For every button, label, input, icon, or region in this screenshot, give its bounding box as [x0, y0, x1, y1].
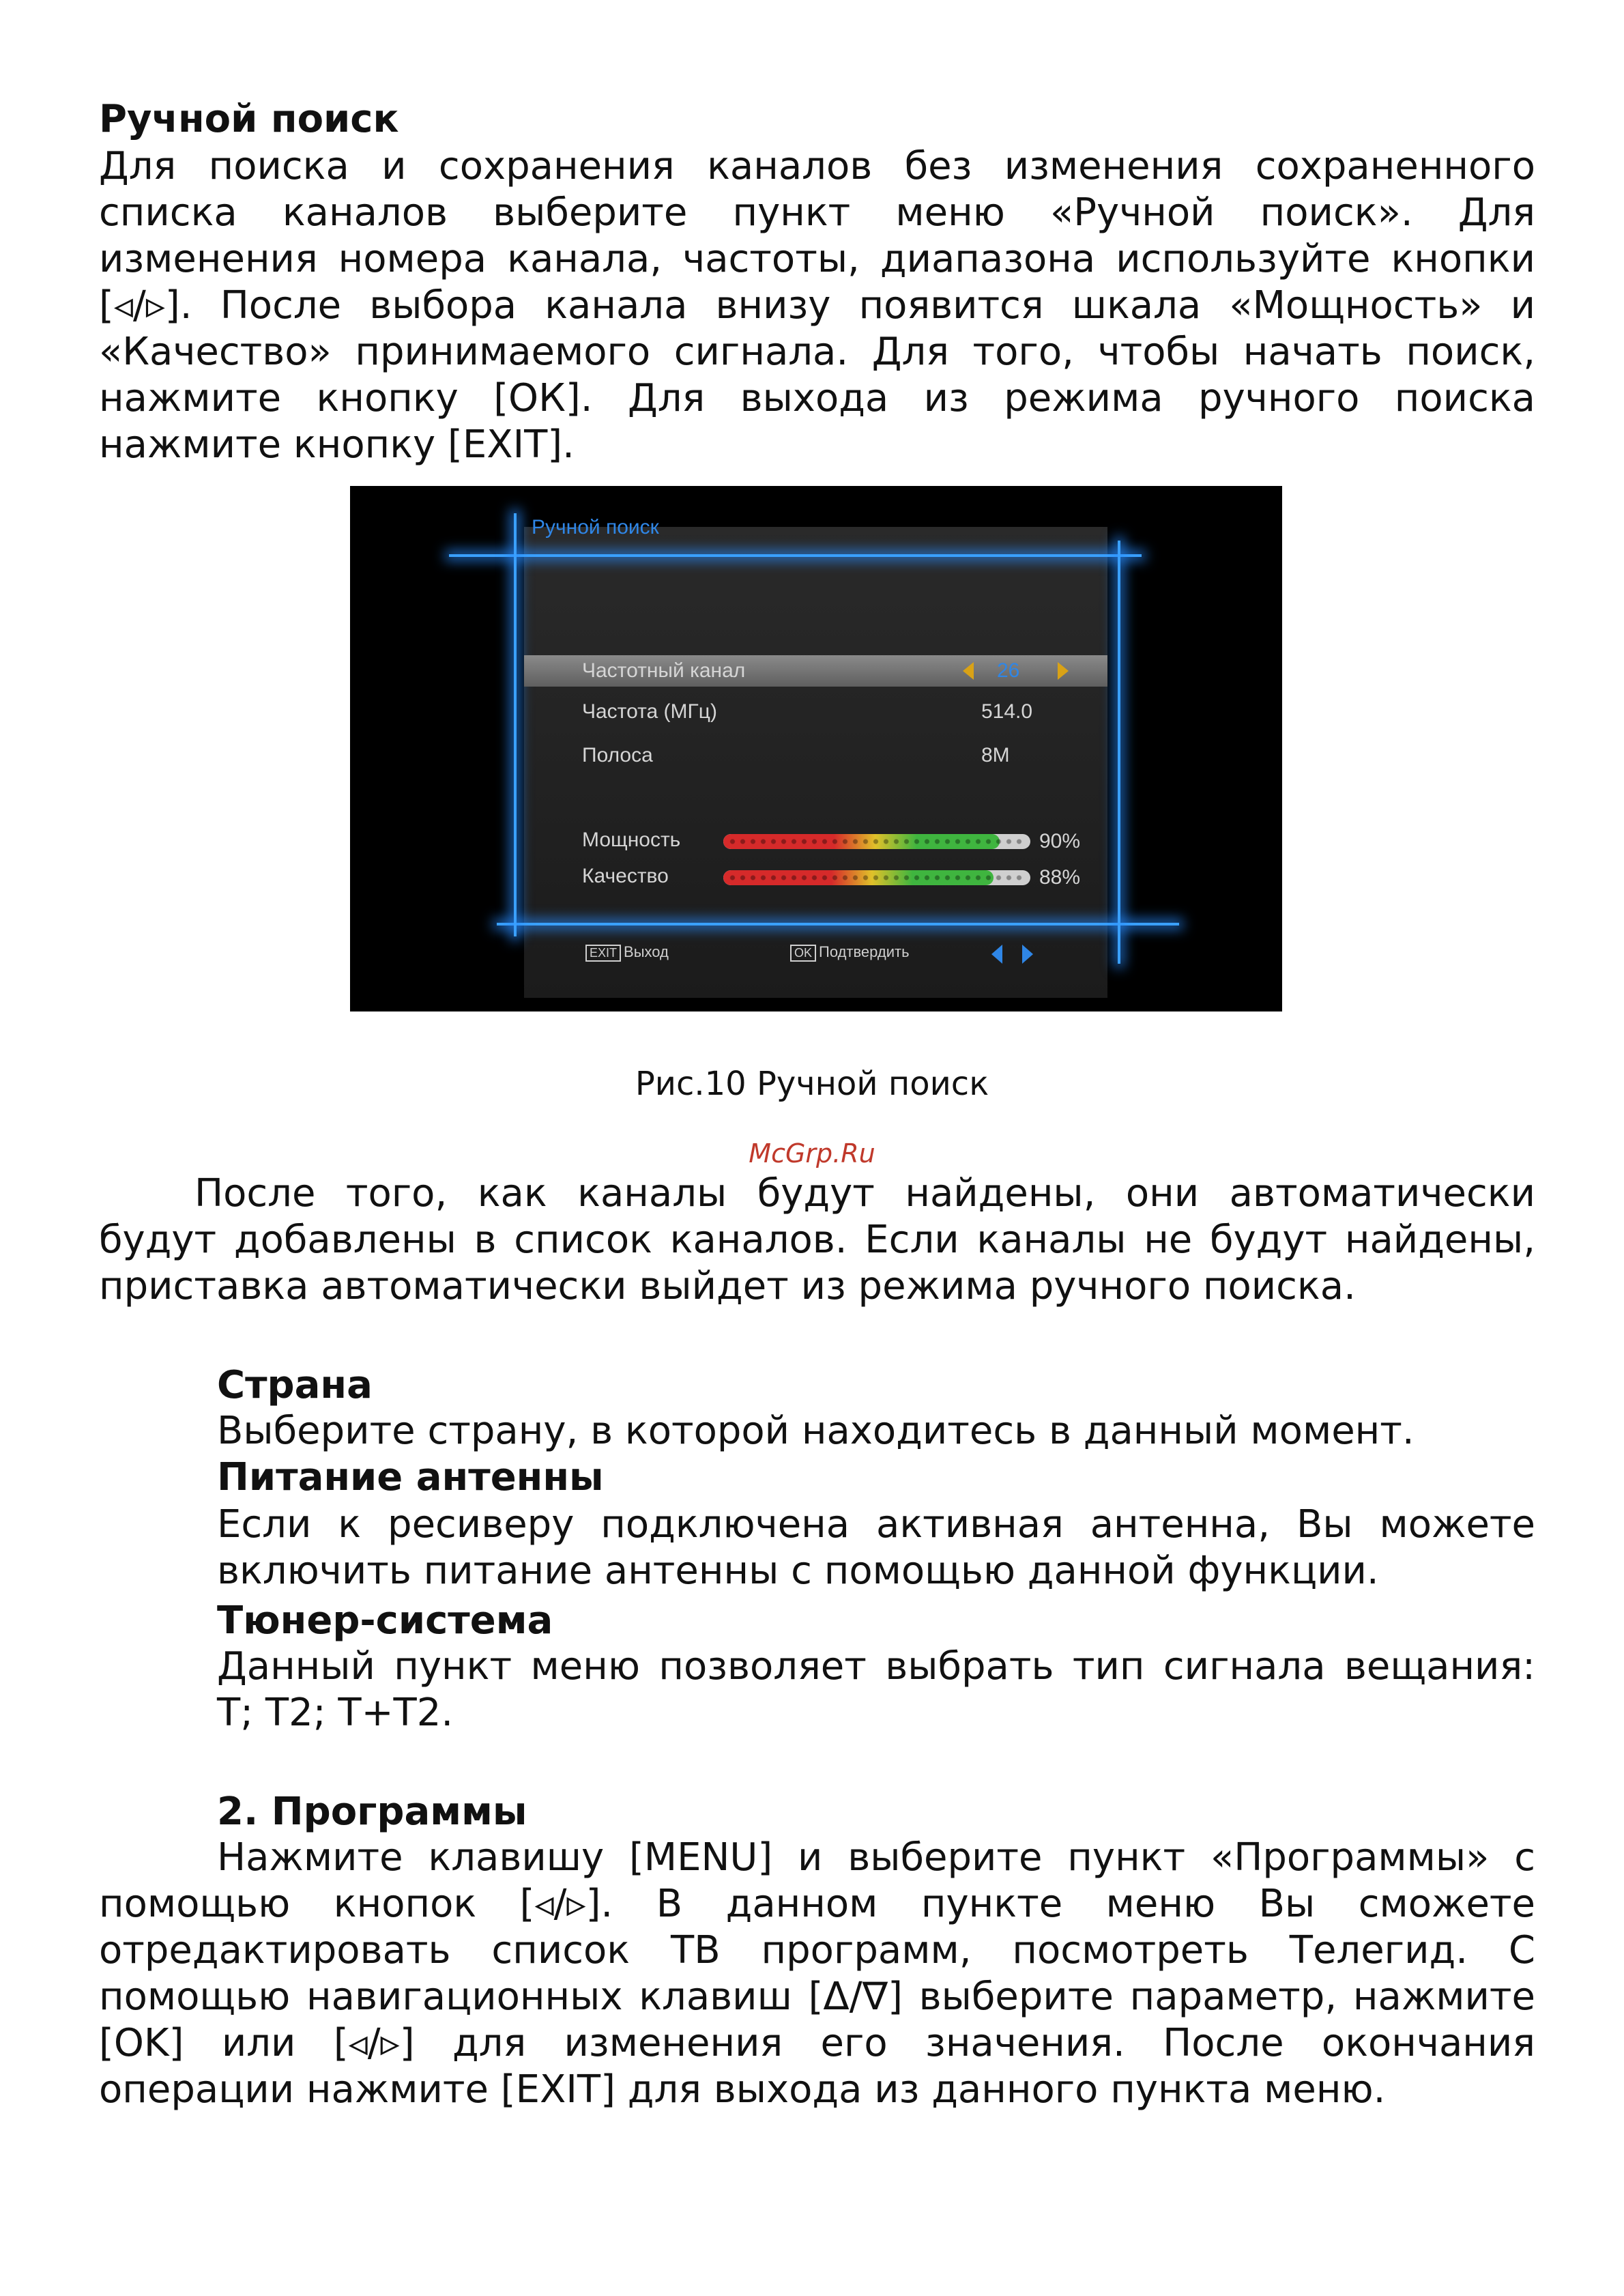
- tuner-body: Данный пункт меню позволяет выбрать тип сигнала вещания: Т; Т2; Т+Т2.: [217, 1644, 1535, 1735]
- menu-row-value: 514.0: [981, 700, 1033, 723]
- glow-frame-bottom: [497, 923, 1179, 925]
- glow-frame-top: [449, 554, 1142, 557]
- arrow-left-icon[interactable]: [963, 662, 974, 680]
- country-body: Выберите страну, в которой находитесь в данный момент.: [217, 1409, 1415, 1453]
- exit-key-icon: EXIT: [585, 945, 621, 962]
- meter-power: [524, 827, 1107, 855]
- signal-bar-dots: [727, 874, 1026, 882]
- country-heading: Страна: [217, 1363, 373, 1407]
- menu-row-channel[interactable]: [524, 655, 1107, 687]
- signal-bar: [723, 870, 1030, 885]
- nav-left-icon[interactable]: [991, 945, 1002, 964]
- menu-row-bandwidth[interactable]: [524, 740, 1107, 771]
- figure-caption: Рис.10 Ручной поиск: [635, 1065, 989, 1103]
- footer-confirm[interactable]: [790, 943, 910, 962]
- meter-percent: 90%: [1039, 830, 1081, 852]
- tuner-heading: Тюнер-система: [217, 1598, 553, 1643]
- after-figure-paragraph: После того, как каналы будут найдены, они автоматически будут добавлены в список каналов. Если каналы не будут найдены, приставка автоматически выйдет из режима ручного поиска.: [99, 1171, 1535, 1308]
- menu-row-label: Частотный канал: [582, 659, 746, 682]
- meter-percent: 88%: [1039, 866, 1081, 889]
- manual-search-paragraph: Для поиска и сохранения каналов без изменения сохраненного списка каналов выберите пункт меню «Ручной поиск». Для изменения номера канала, частоты, диапазона используйте кнопки [◃/▹]. После выбора канала внизу появится шкала «Мощность» и «Качество» принимаемого сигнала. Для того, чтобы начать поиск, нажмите кнопку [ОК]. Для выхода из режима ручного поиска нажмите кнопку [EXIT].: [99, 144, 1535, 467]
- watermark: McGrp.Ru: [749, 1138, 875, 1168]
- arrow-right-icon[interactable]: [1058, 662, 1069, 680]
- menu-title: Ручной поиск: [532, 516, 659, 539]
- menu-row-frequency[interactable]: [524, 696, 1107, 728]
- ok-key-icon: OK: [790, 945, 816, 962]
- programs-heading: 2. Программы: [217, 1790, 527, 1834]
- footer-exit[interactable]: [585, 943, 669, 962]
- meter-label: Качество: [582, 865, 669, 887]
- signal-bar: [723, 834, 1030, 849]
- menu-row-value: 8M: [981, 744, 1010, 766]
- glow-frame-right: [1118, 541, 1120, 964]
- confirm-label: Подтвердить: [819, 943, 910, 960]
- glow-frame-left: [514, 513, 517, 936]
- antenna-heading: Питание антенны: [217, 1455, 604, 1499]
- manual-search-screenshot: [350, 486, 1282, 1011]
- meter-label: Мощность: [582, 829, 681, 851]
- programs-body: Нажмите клавишу [MENU] и выберите пункт «Программы» с помощью кнопок [◃/▹]. В данном пункте меню Вы сможете отредактировать список ТВ программ, посмотреть Телегид. С помощью навигационных клавиш [Δ/∇] выберите параметр, нажмите [OK] или [◃/▹] для изменения его значения. После окончания операции нажмите [EXIT] для выхода из данного пункта меню.: [99, 1835, 1535, 2112]
- menu-row-label: Частота (МГц): [582, 700, 717, 723]
- section-heading-manual-search: Ручной поиск: [99, 97, 399, 141]
- nav-right-icon[interactable]: [1022, 945, 1033, 964]
- menu-row-label: Полоса: [582, 744, 653, 766]
- signal-bar-dots: [727, 837, 1026, 846]
- antenna-body: Если к ресиверу подключена активная антенна, Вы можете включить питание антенны с помощью данной функции.: [217, 1502, 1535, 1593]
- menu-row-value: 26: [997, 659, 1020, 682]
- exit-label: Выход: [624, 943, 669, 960]
- meter-quality: [524, 863, 1107, 891]
